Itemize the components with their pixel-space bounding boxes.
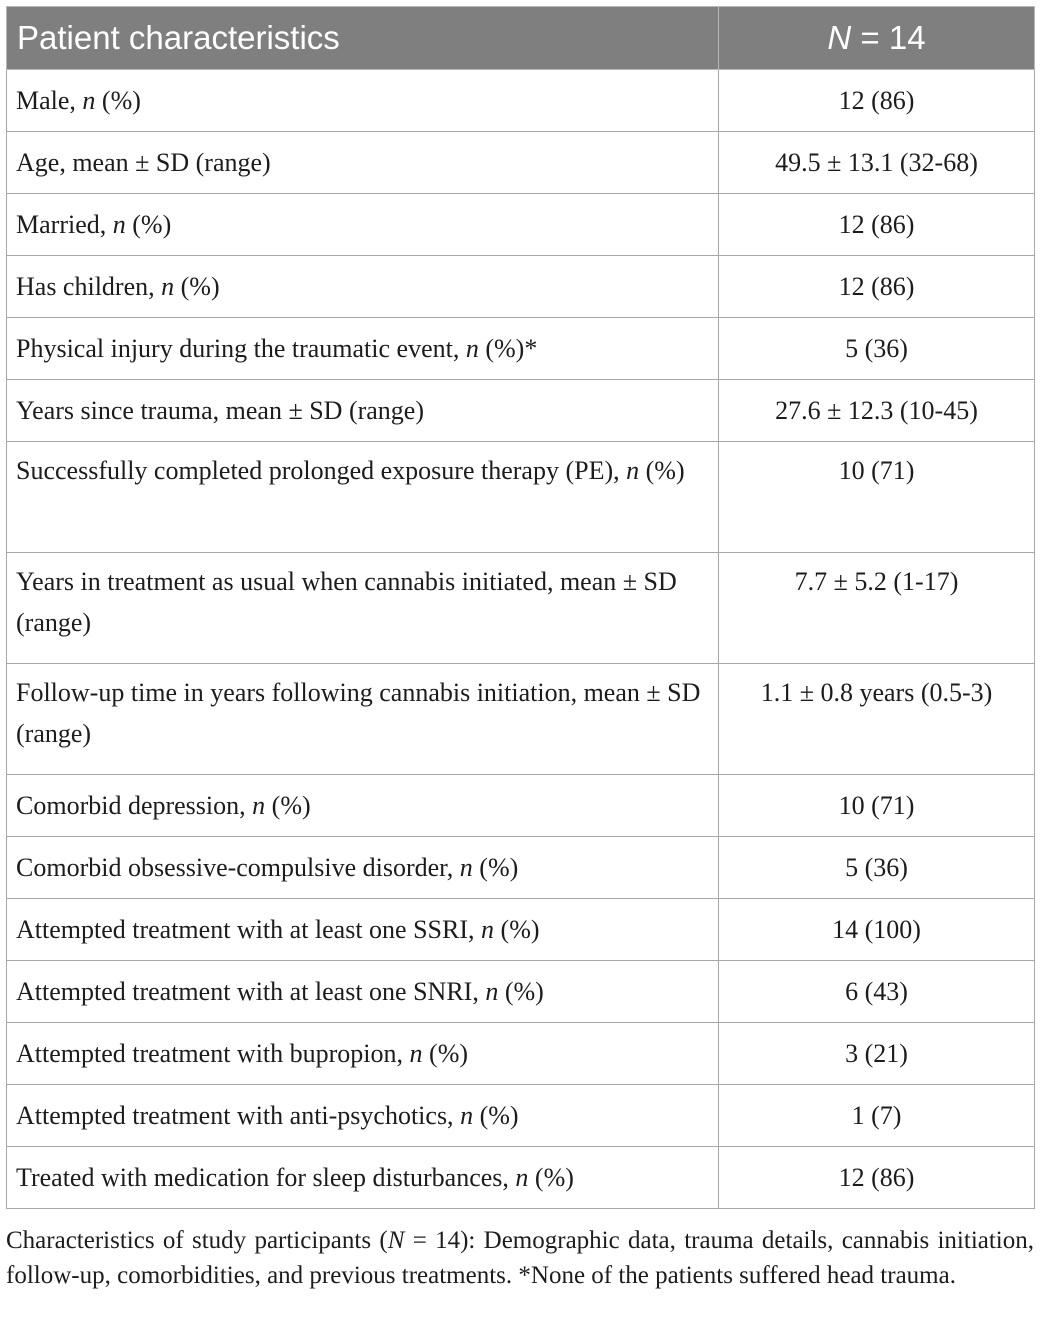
characteristic-pre: Comorbid obsessive-compulsive disorder, [16, 853, 460, 882]
characteristic-pre: Years since trauma, mean ± SD (range) [16, 396, 425, 425]
characteristic-pre: Age, mean ± SD (range) [16, 148, 271, 177]
table-row [7, 553, 1035, 664]
characteristic-pre: Physical injury during the traumatic event, [16, 334, 466, 363]
table-row [7, 442, 1035, 553]
header-n-symbol: N [827, 19, 852, 56]
characteristic-post: (%) [265, 791, 311, 820]
characteristic-post: (%) [472, 853, 519, 882]
header-sample-size [719, 7, 1035, 70]
characteristic-post: (%) [498, 977, 544, 1006]
characteristic-pre: Attempted treatment with anti-psychotics, [16, 1101, 461, 1130]
table-row [7, 318, 1035, 380]
table-row [7, 1085, 1035, 1147]
characteristics-table-section [6, 6, 1034, 1318]
caption-pre: Characteristics of study participants ( [6, 1227, 388, 1254]
patient-characteristics-table [6, 6, 1035, 1209]
characteristic-cell [7, 775, 719, 837]
characteristic-cell [7, 1023, 719, 1085]
characteristic-pre: Successfully completed prolonged exposure therapy (PE), [16, 456, 627, 485]
characteristic-italic: n [82, 86, 96, 115]
characteristic-italic: n [481, 915, 495, 944]
characteristic-post: (%) [174, 272, 220, 301]
characteristic-cell [7, 442, 719, 553]
caption-n-symbol: N [387, 1227, 405, 1254]
characteristic-cell [7, 194, 719, 256]
characteristic-post: (%) [494, 915, 540, 944]
characteristic-post: (%) [639, 456, 685, 485]
characteristic-pre: Married, [16, 210, 113, 239]
table-row [7, 1023, 1035, 1085]
header-n-value: = 14 [851, 19, 926, 56]
characteristic-italic: n [465, 334, 479, 363]
characteristic-cell [7, 899, 719, 961]
characteristic-pre: Attempted treatment with at least one SNRI, [16, 977, 486, 1006]
characteristic-post: (%) [95, 86, 141, 115]
table-row [7, 1147, 1035, 1209]
value-cell: 12 (86) [719, 70, 1035, 132]
characteristic-pre: Treated with medication for sleep disturbances, [16, 1163, 516, 1192]
value-cell: 14 (100) [719, 899, 1035, 961]
table-row [7, 256, 1035, 318]
value-cell: 6 (43) [719, 961, 1035, 1023]
characteristic-cell [7, 961, 719, 1023]
characteristic-pre: Attempted treatment with at least one SSRI, [16, 915, 482, 944]
table-caption [6, 1223, 1034, 1293]
characteristic-cell [7, 664, 719, 775]
characteristic-cell [7, 132, 719, 194]
characteristic-pre: Follow-up time in years following cannabis initiation, mean ± SD (range) [16, 678, 701, 748]
characteristic-italic: n [460, 1101, 474, 1130]
table-row [7, 899, 1035, 961]
characteristic-post: (%) [528, 1163, 574, 1192]
characteristic-pre: Has children, [16, 272, 162, 301]
table-row [7, 961, 1035, 1023]
characteristic-cell [7, 256, 719, 318]
characteristic-post: (%) [125, 210, 172, 239]
value-cell: 1 (7) [719, 1085, 1035, 1147]
characteristic-italic: n [161, 272, 175, 301]
value-cell: 5 (36) [719, 318, 1035, 380]
value-cell: 10 (71) [719, 442, 1035, 553]
characteristic-pre: Male, [16, 86, 83, 115]
characteristic-italic: n [485, 977, 499, 1006]
header-characteristics-label: Patient characteristics [17, 19, 340, 56]
characteristic-italic: n [515, 1163, 529, 1192]
table-header-row [7, 7, 1035, 70]
value-cell: 12 (86) [719, 256, 1035, 318]
table-row [7, 664, 1035, 775]
characteristic-post: (%)* [478, 334, 538, 363]
characteristic-pre: Comorbid depression, [16, 791, 253, 820]
value-cell: 5 (36) [719, 837, 1035, 899]
table-body [7, 70, 1035, 1209]
value-cell: 27.6 ± 12.3 (10-45) [719, 380, 1035, 442]
value-cell: 1.1 ± 0.8 years (0.5-3) [719, 664, 1035, 775]
characteristic-post: (%) [422, 1039, 469, 1068]
characteristic-cell [7, 1147, 719, 1209]
value-cell: 49.5 ± 13.1 (32-68) [719, 132, 1035, 194]
table-row [7, 775, 1035, 837]
characteristic-italic: n [459, 853, 473, 882]
characteristic-cell [7, 380, 719, 442]
table-row [7, 380, 1035, 442]
value-cell: 3 (21) [719, 1023, 1035, 1085]
table-row [7, 70, 1035, 132]
characteristic-cell [7, 837, 719, 899]
characteristic-cell [7, 553, 719, 664]
characteristic-italic: n [626, 456, 640, 485]
table-row [7, 837, 1035, 899]
table-row [7, 194, 1035, 256]
value-cell: 7.7 ± 5.2 (1-17) [719, 553, 1035, 664]
table-row [7, 132, 1035, 194]
characteristic-italic: n [409, 1039, 423, 1068]
characteristic-post: (%) [473, 1101, 519, 1130]
characteristic-cell [7, 1085, 719, 1147]
characteristic-cell [7, 70, 719, 132]
value-cell: 12 (86) [719, 1147, 1035, 1209]
characteristic-italic: n [252, 791, 266, 820]
value-cell: 10 (71) [719, 775, 1035, 837]
value-cell: 12 (86) [719, 194, 1035, 256]
characteristic-italic: n [112, 210, 126, 239]
caption-post: = 14): Demographic data, trauma details, cannabis initiation, follow-up, comorbidities, and previous treatments. *None of the patients suffered head trauma. [6, 1227, 1034, 1289]
header-characteristics [7, 7, 719, 70]
characteristic-pre: Years in treatment as usual when cannabis initiated, mean ± SD (range) [16, 567, 677, 637]
characteristic-pre: Attempted treatment with bupropion, [16, 1039, 410, 1068]
characteristic-cell [7, 318, 719, 380]
